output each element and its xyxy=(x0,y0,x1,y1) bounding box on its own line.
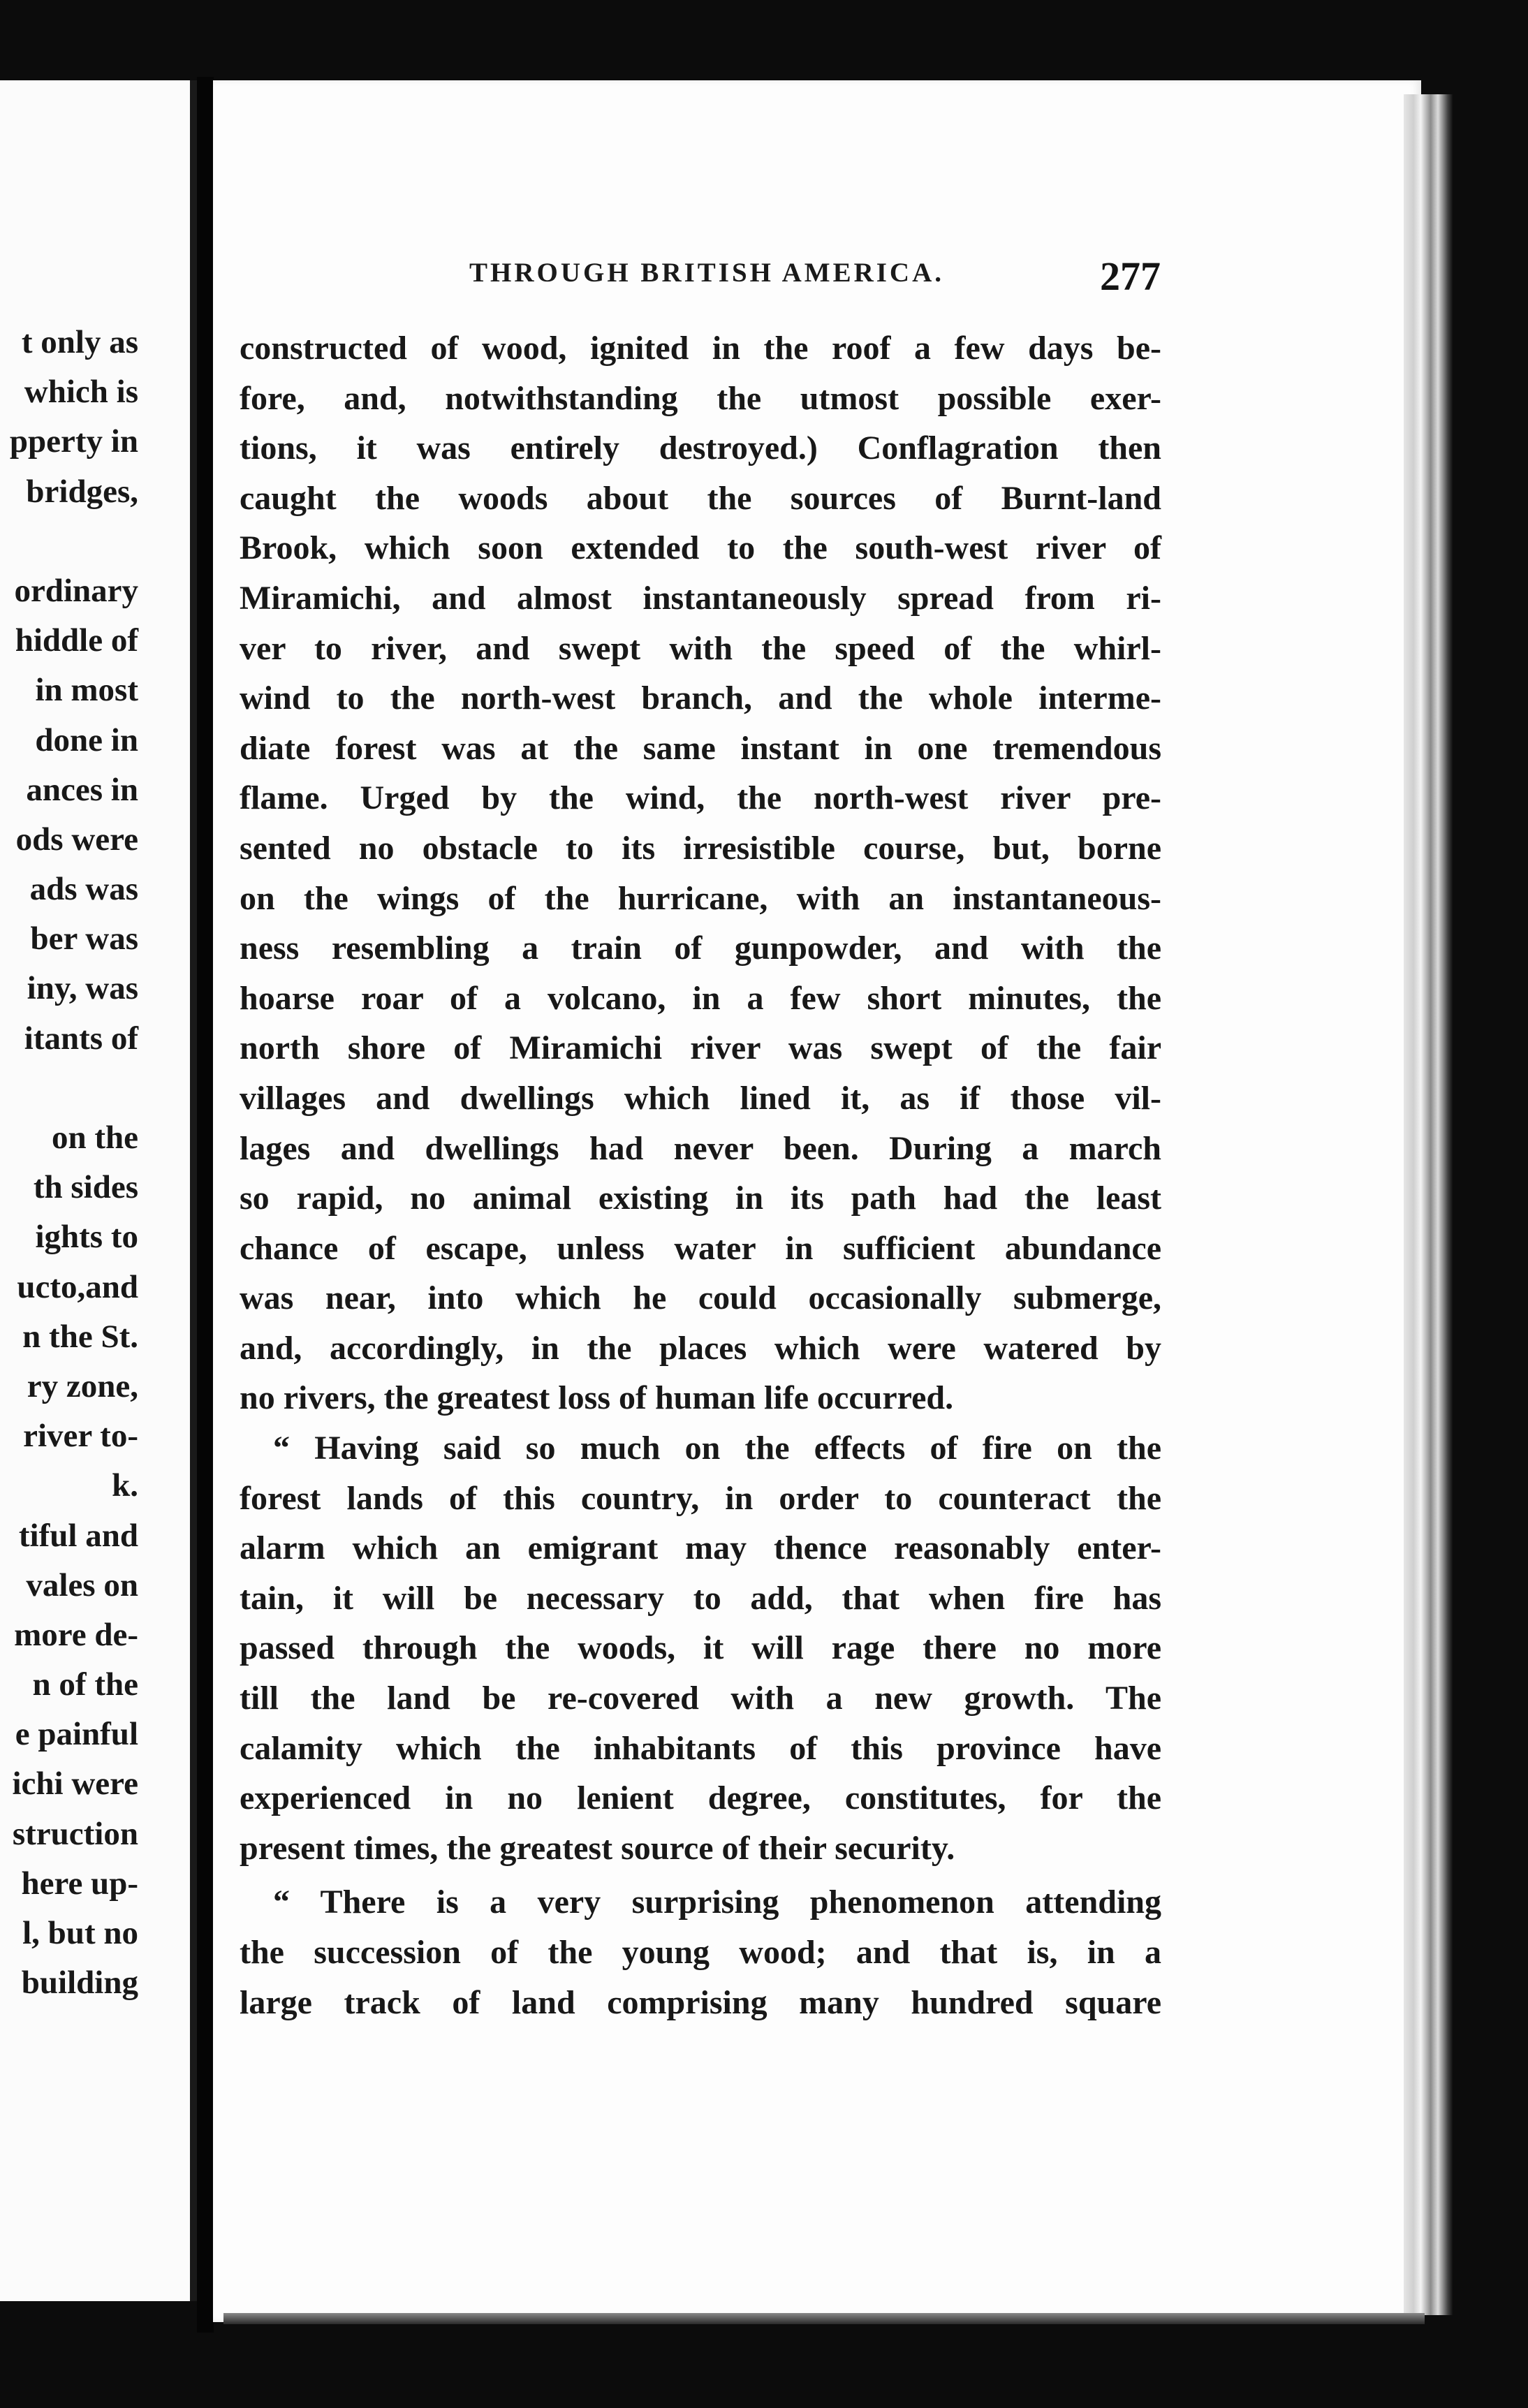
text-line: so rapid, no animal existing in its path had the least xyxy=(240,1180,1161,1217)
previous-page-line: vales on xyxy=(26,1566,138,1603)
previous-page-line: k. xyxy=(112,1467,138,1504)
text-line: alarm which an emigrant may thence reasonably enter- xyxy=(240,1529,1161,1567)
book-gutter xyxy=(197,77,214,2333)
text-line: caught the woods about the sources of Burnt-land xyxy=(240,479,1161,517)
previous-page-line: tiful and xyxy=(18,1517,138,1554)
previous-page-line: in most xyxy=(35,672,138,709)
previous-page-line: hiddle of xyxy=(15,622,138,659)
previous-page-line: ber was xyxy=(30,920,138,957)
text-line: till the land be re-covered with a new growth. The xyxy=(240,1680,1161,1717)
previous-page-line: which is xyxy=(24,374,138,411)
text-line: hoarse roar of a volcano, in a few short minutes, the xyxy=(240,979,1161,1017)
body-text xyxy=(240,323,1161,2027)
previous-page-line: bridges, xyxy=(26,473,138,510)
previous-page-fragment xyxy=(0,80,197,2301)
previous-page-line xyxy=(0,1064,138,1113)
text-line: wind to the north-west branch, and the whole interme- xyxy=(240,680,1161,717)
text-line: on the wings of the hurricane, with an instantaneous- xyxy=(240,879,1161,917)
previous-page-line: river to- xyxy=(23,1418,138,1455)
previous-page-line: th sides xyxy=(33,1169,138,1206)
text-line: lages and dwellings had never been. During a march xyxy=(240,1129,1161,1167)
text-line: flame. Urged by the wind, the north-west river pre- xyxy=(240,779,1161,817)
text-line: sented no obstacle to its irresistible course, but, borne xyxy=(240,829,1161,867)
previous-page-line: ry zone, xyxy=(27,1367,138,1404)
previous-page-line: n of the xyxy=(32,1666,138,1703)
page-number: 277 xyxy=(1100,254,1161,299)
previous-page-line: ucto,and xyxy=(17,1268,138,1305)
text-line: present times, the greatest source of their security. xyxy=(240,1829,955,1867)
previous-page-line: iny, was xyxy=(27,970,138,1007)
previous-page-line: ordinary xyxy=(14,572,138,609)
previous-page-line: e painful xyxy=(15,1716,138,1753)
previous-page-line: ights to xyxy=(35,1219,138,1256)
text-line: no rivers, the greatest loss of human life occurred. xyxy=(240,1379,954,1417)
page-edge xyxy=(1404,94,1453,2315)
text-line: passed through the woods, it will rage there no more xyxy=(240,1629,1161,1667)
text-line: fore, and, notwithstanding the utmost possible exer- xyxy=(240,379,1161,417)
previous-page-line: building xyxy=(21,1965,138,2002)
page-bottom-edge xyxy=(223,2313,1425,2324)
text-line: tain, it will be necessary to add, that when fire has xyxy=(240,1579,1161,1617)
text-line: experienced in no lenient degree, constitutes, for the xyxy=(240,1779,1161,1817)
text-line: constructed of wood, ignited in the roof a few days be- xyxy=(240,330,1161,367)
previous-page-line: ances in xyxy=(26,771,138,808)
previous-page-line: on the xyxy=(51,1119,138,1156)
previous-page-line: more de- xyxy=(14,1616,138,1653)
previous-page-line: ads was xyxy=(29,871,138,908)
previous-page-line: here up- xyxy=(21,1865,138,1902)
previous-page-line xyxy=(0,517,138,566)
previous-page-line: struction xyxy=(12,1815,138,1852)
text-line: tions, it was entirely destroyed.) Conflagration then xyxy=(240,430,1161,467)
text-line: large track of land comprising many hundred square xyxy=(240,1983,1161,2021)
previous-page-line: n the St. xyxy=(22,1318,138,1355)
text-line: forest lands of this country, in order to counteract the xyxy=(240,1479,1161,1517)
previous-page-line: l, but no xyxy=(22,1915,138,1951)
running-head: THROUGH BRITISH AMERICA. xyxy=(469,258,945,288)
text-line: “ Having said so much on the effects of fire on the xyxy=(273,1430,1161,1467)
text-line: and, accordingly, in the places which were watered by xyxy=(240,1329,1161,1367)
text-line: calamity which the inhabitants of this province have xyxy=(240,1729,1161,1767)
text-line: ver to river, and swept with the speed of the whirl- xyxy=(240,629,1161,667)
previous-page-line: ods were xyxy=(15,821,138,858)
previous-page-line: pperty in xyxy=(9,423,138,460)
text-line: the succession of the young wood; and that is, in a xyxy=(240,1934,1161,1971)
text-line: north shore of Miramichi river was swept of the fair xyxy=(240,1029,1161,1067)
text-line: “ There is a very surprising phenomenon attending xyxy=(273,1884,1161,1921)
previous-page-line: ichi were xyxy=(12,1765,138,1803)
text-line: diate forest was at the same instant in one tremendous xyxy=(240,729,1161,767)
text-line: chance of escape, unless water in sufficient abundance xyxy=(240,1229,1161,1267)
previous-page-line: itants of xyxy=(24,1020,138,1057)
text-line: Brook, which soon extended to the south-west river of xyxy=(240,529,1161,567)
text-line: ness resembling a train of gunpowder, and with the xyxy=(240,930,1161,967)
previous-page-text xyxy=(0,318,138,2008)
text-line: villages and dwellings which lined it, as if those vil- xyxy=(240,1079,1161,1117)
previous-page-line: done in xyxy=(35,721,138,758)
text-line: Miramichi, and almost instantaneously spread from ri- xyxy=(240,579,1161,617)
previous-page-line: t only as xyxy=(21,324,138,360)
text-line: was near, into which he could occasionally submerge, xyxy=(240,1279,1161,1317)
